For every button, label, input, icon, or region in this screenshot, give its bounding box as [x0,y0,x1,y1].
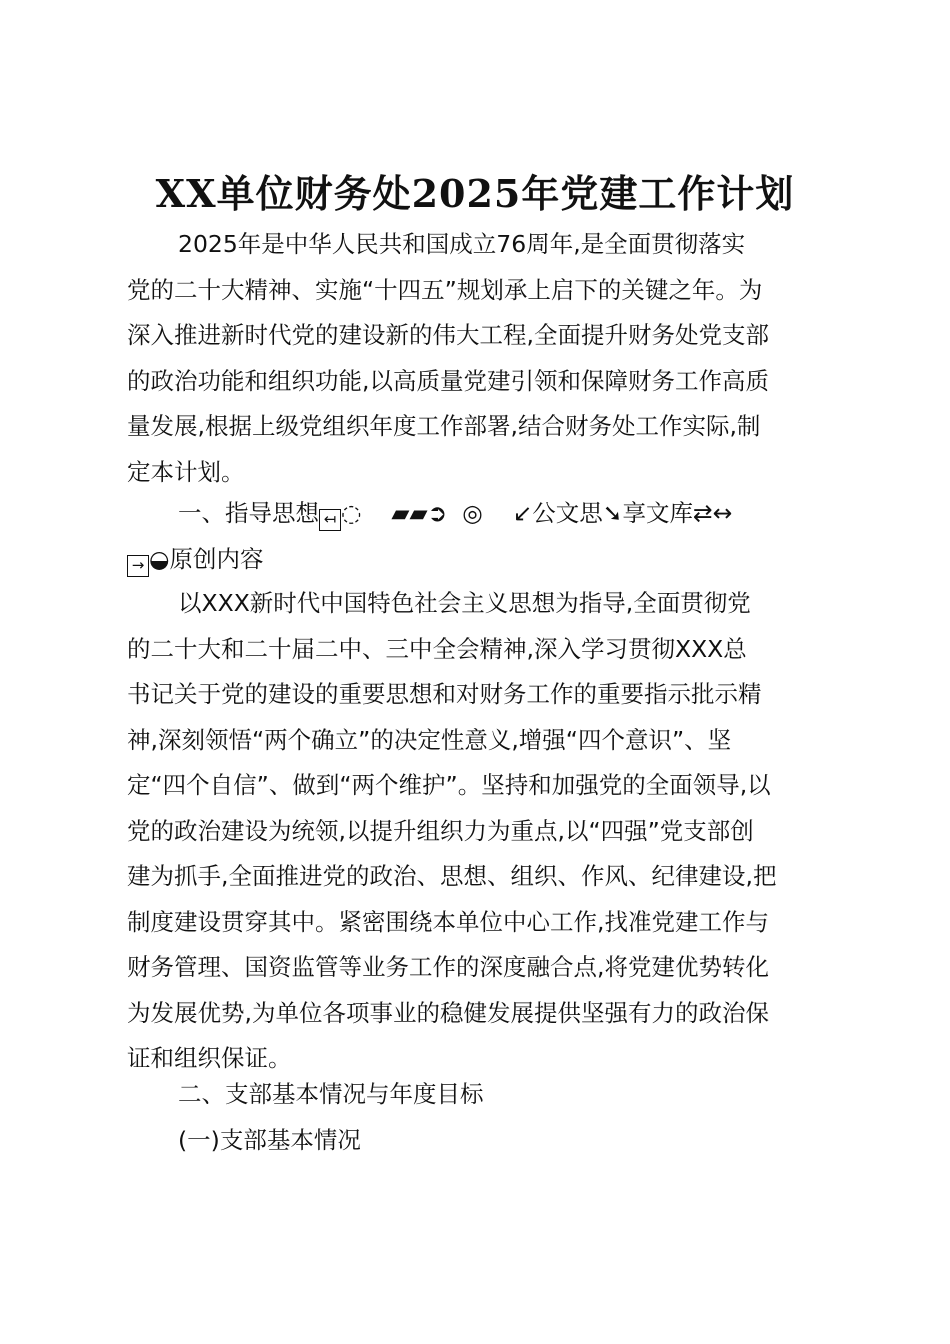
section1-line: 定“四个自信”、做到“两个维护”。坚持和加强党的全面领导,以 [127,771,771,799]
section2-subheading-block [127,1118,833,1164]
section1-line: 制度建设贯穿其中。紧密围绕本单位中心工作,找准党建工作与 [127,907,769,936]
watermark-glyph: ◌ [341,499,362,527]
section1-line: 财务管理、国资监管等业务工作的深度融合点,将党建优势转化 [127,953,769,981]
intro-line: 定本计划。 [127,457,245,486]
watermark-text: ◒原创内容 [149,544,264,573]
section2-heading: 二、支部基本情况与年度目标 [178,1080,484,1108]
watermark-box-icon: ↤ [319,509,341,531]
section1-heading-line-2 [127,537,833,583]
intro-line: 党的二十大精神、实施“十四五”规划承上启下的关键之年。为 [127,275,763,304]
section2-subheading: (一)支部基本情况 [178,1126,361,1154]
section1-line: 为发展优势,为单位各项事业的稳健发展提供坚强有力的政治保 [127,998,769,1027]
watermark-text: ↙公文思➘享文库⇄↔ [512,499,733,527]
intro-line: 深入推进新时代党的建设新的伟大工程,全面提升财务处党支部 [127,321,769,349]
watermark-box-icon: → [127,555,149,577]
section1-heading: 一、指导思想 [178,499,319,527]
section1-paragraph [127,581,833,1082]
section1-heading-line [127,491,833,537]
section1-line: 的二十大和二十届二中、三中全会精神,深入学习贯彻XXX总 [127,634,747,663]
section1-line: 建为抓手,全面推进党的政治、思想、组织、作风、纪律建设,把 [127,862,777,890]
watermark-glyph: ▰▰➲ [391,499,448,527]
section1-line: 神,深刻领悟“两个确立”的决定性意义,增强“四个意识”、坚 [127,725,732,754]
section1-line: 党的政治建设为统领,以提升组织力为重点,以“四强”党支部创 [127,816,754,845]
section2-heading-block [127,1072,833,1118]
intro-line: 2025年是中华人民共和国成立76周年,是全面贯彻落实 [178,230,746,258]
document-title: XX单位财务处2025年党建工作计划 [155,171,795,216]
section1-line: 书记关于党的建设的重要思想和对财务工作的重要指示批示精 [127,680,762,708]
section1-heading-block [127,491,833,582]
section1-line: 以XXX新时代中国特色社会主义思想为指导,全面贯彻党 [178,589,751,617]
watermark-glyph: ◎ [462,499,483,527]
intro-line: 的政治功能和组织功能,以高质量党建引领和保障财务工作高质 [127,366,769,395]
section1-line: 证和组织保证。 [127,1044,292,1072]
intro-line: 量发展,根据上级党组织年度工作部署,结合财务处工作实际,制 [127,412,761,440]
intro-paragraph [127,222,833,495]
